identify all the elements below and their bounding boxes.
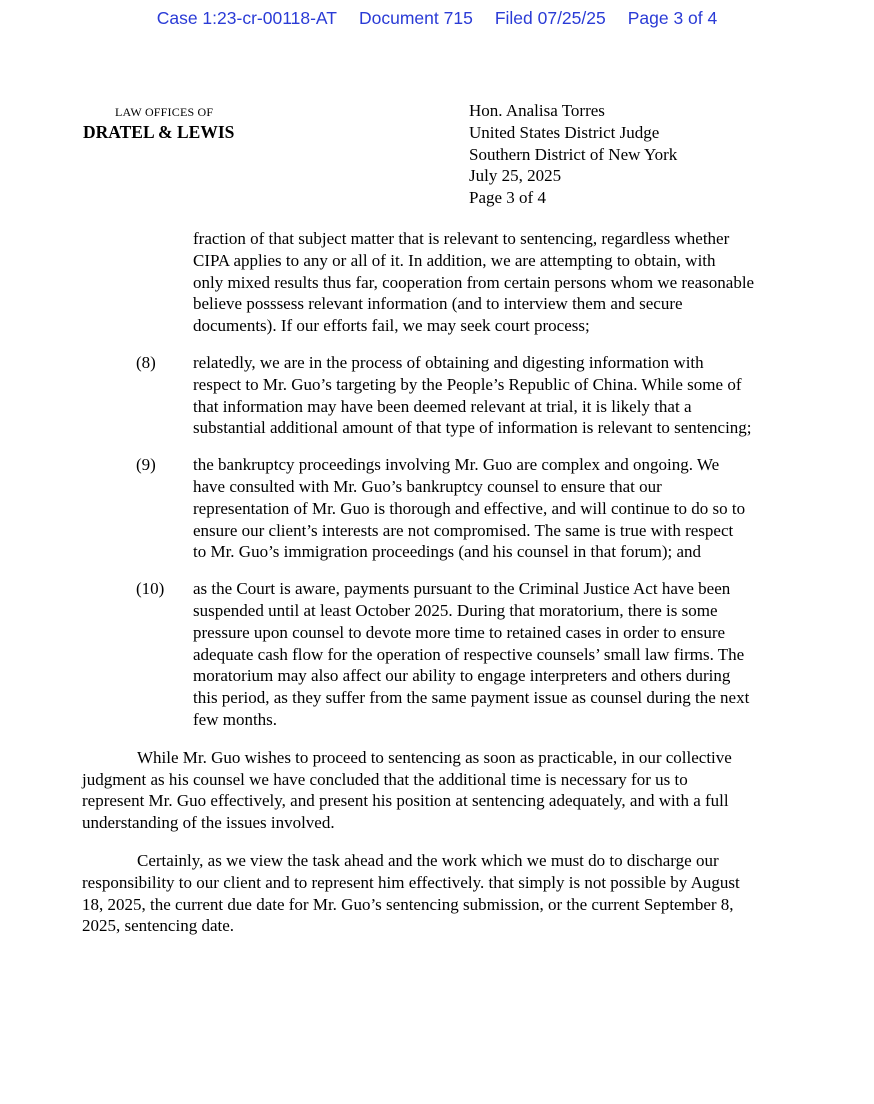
text-line: as the Court is aware, payments pursuant to the Criminal Justice Act have been <box>193 579 731 599</box>
text-line: moratorium may also affect our ability to engage interpreters and others during <box>193 666 731 686</box>
text-line: suspended until at least October 2025. During that moratorium, there is some <box>193 600 718 620</box>
case-number: Case 1:23-cr-00118-AT <box>156 8 337 28</box>
item-number: (9) <box>136 455 156 475</box>
document-number: Document 715 <box>358 8 473 28</box>
item-number: (10) <box>136 579 165 599</box>
addressee-line: Hon. Analisa Torres <box>469 101 605 120</box>
text-line: only mixed results thus far, cooperation from certain persons whom we reasonable <box>193 272 755 292</box>
text-line: understanding of the issues involved. <box>82 813 335 833</box>
filed-date: Filed 07/25/25 <box>494 8 606 28</box>
text-line: substantial additional amount of that type of information is relevant to sentencing; <box>193 418 752 438</box>
paragraph <box>82 747 874 834</box>
text-line: fraction of that subject matter that is relevant to sentencing, regardless whether <box>193 229 730 248</box>
text-line: representation of Mr. Guo is thorough and effective, and will continue to do so to <box>193 498 746 518</box>
text-line: this period, as they suffer from the same payment issue as counsel during the next <box>193 688 750 708</box>
text-line: adequate cash flow for the operation of respective counsels’ small law firms. The <box>193 644 745 664</box>
letter-date: July 25, 2025 <box>469 166 562 186</box>
text-line: to Mr. Guo’s immigration proceedings (and his counsel in that forum); and <box>193 542 702 562</box>
letterhead-label: LAW OFFICES OF <box>115 105 214 119</box>
letter-body <box>0 228 874 937</box>
page-indicator: Page 3 of 4 <box>627 8 718 28</box>
text-line: believe posssess relevant information (and to interview them and secure <box>193 294 683 314</box>
list-item <box>0 454 874 563</box>
firm-name: DRATEL & LEWIS <box>83 122 235 142</box>
text-line: represent Mr. Guo effectively, and present his position at sentencing adequately, and with a full <box>82 791 729 811</box>
list-item <box>0 352 874 439</box>
case-header <box>0 8 874 29</box>
text-line: responsibility to our client and to represent him effectively. that simply is not possible by August <box>82 872 740 892</box>
text-line: ensure our client’s interests are not compromised. The same is true with respect <box>193 520 734 540</box>
text-line: pressure upon counsel to devote more time to retained cases in order to ensure <box>193 622 726 642</box>
continued-item <box>193 228 874 337</box>
text-line: While Mr. Guo wishes to proceed to sentencing as soon as practicable, in our collective <box>137 747 732 767</box>
text-line: 2025, sentencing date. <box>82 916 235 936</box>
text-line: CIPA applies to any or all of it. In addition, we are attempting to obtain, with <box>193 250 716 270</box>
text-line: relatedly, we are in the process of obtaining and digesting information with <box>193 352 704 372</box>
list-item <box>0 578 874 731</box>
text-line: few months. <box>193 709 278 729</box>
addressee-line: Southern District of New York <box>469 144 678 164</box>
addressee-block <box>469 100 677 209</box>
text-line: judgment as his counsel we have concluded that the additional time is necessary for us to <box>82 769 688 789</box>
item-number: (8) <box>136 352 156 372</box>
text-line: have consulted with Mr. Guo’s bankruptcy counsel to ensure that our <box>193 476 662 496</box>
text-line: respect to Mr. Guo’s targeting by the People’s Republic of China. While some of <box>193 374 742 394</box>
addressee-line: United States District Judge <box>469 122 660 142</box>
text-line: the bankruptcy proceedings involving Mr. Guo are complex and ongoing. We <box>193 455 720 475</box>
text-line: documents). If our efforts fail, we may seek court process; <box>193 316 590 336</box>
text-line: Certainly, as we view the task ahead and the work which we must do to discharge our <box>137 850 719 870</box>
letterhead <box>83 105 234 144</box>
text-line: that information may have been deemed relevant at trial, it is likely that a <box>193 396 692 416</box>
paragraph <box>82 850 874 937</box>
text-line: 18, 2025, the current due date for Mr. Guo’s sentencing submission, or the current September 8, <box>82 894 734 914</box>
letter-page: Page 3 of 4 <box>469 188 546 208</box>
